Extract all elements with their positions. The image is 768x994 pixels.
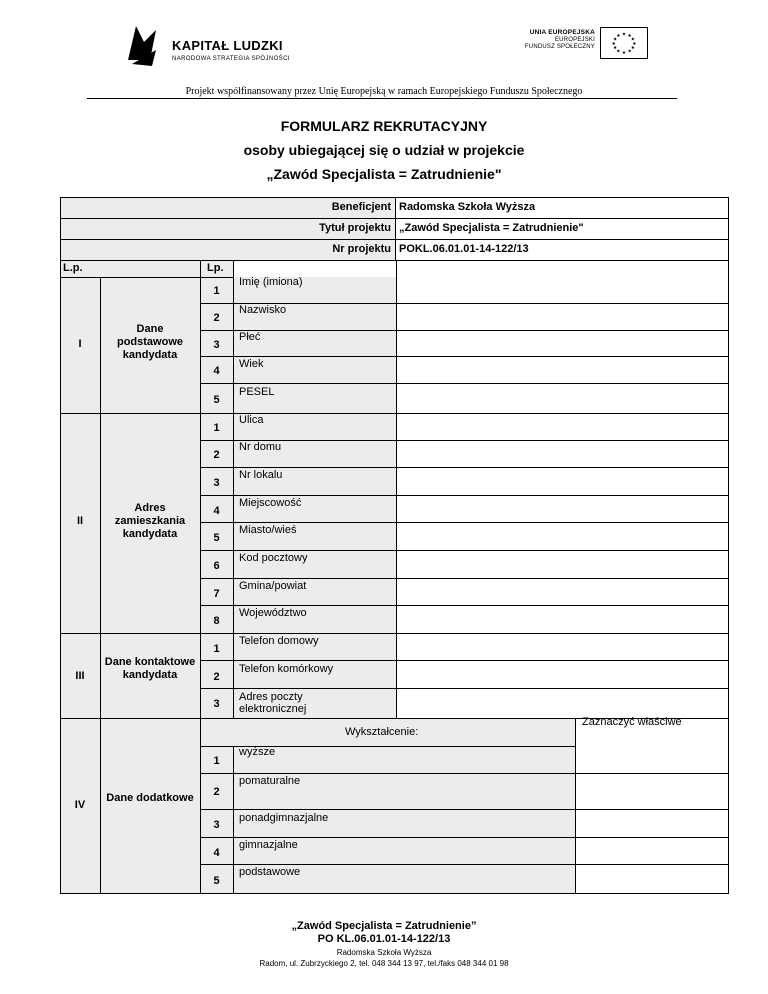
row-number: 6: [213, 560, 220, 572]
municipality-field[interactable]: [397, 579, 728, 605]
postal-code-field[interactable]: [397, 551, 728, 578]
row-label: Nr domu: [239, 441, 282, 453]
section-number: III: [75, 670, 85, 682]
beneficiary-label: Beneficjent: [331, 201, 391, 213]
row-number: 1: [213, 755, 220, 767]
col-line-number-ed: [233, 746, 234, 894]
mobile-phone-field[interactable]: [397, 661, 728, 688]
education-higher-checkbox[interactable]: [576, 746, 728, 773]
education-post-secondary-checkbox[interactable]: [576, 774, 728, 809]
svg-text:★: ★: [630, 37, 636, 43]
row-label: Województwo: [239, 607, 307, 619]
svg-text:★: ★: [632, 41, 637, 47]
row-number: 4: [213, 505, 220, 517]
row-label: Adres poczty elektronicznej: [239, 691, 307, 715]
email-field[interactable]: [397, 689, 728, 718]
row-number: 2: [213, 786, 220, 798]
project-title-value: „Zawód Specjalista = Zatrudnienie": [399, 222, 584, 234]
row-label: Nazwisko: [239, 304, 287, 316]
svg-text:★: ★: [627, 49, 632, 55]
svg-text:★: ★: [612, 46, 618, 52]
beneficiary-value: Radomska Szkoła Wyższa: [399, 201, 536, 213]
row-number: 3: [213, 339, 220, 351]
row-label: Imię (imiona): [239, 276, 303, 288]
svg-text:★: ★: [621, 32, 627, 38]
education-primary-checkbox[interactable]: [576, 865, 728, 893]
row-label: Miejscowość: [239, 497, 302, 509]
last-name-field[interactable]: [397, 304, 728, 330]
col-line-roman: [100, 277, 101, 894]
row-number: 4: [213, 847, 220, 859]
project-number-label: Nr projektu: [332, 243, 391, 255]
row-number: 5: [213, 532, 220, 544]
eu-line-2: EUROPEJSKI: [554, 37, 595, 43]
row-label: Nr lokalu: [239, 469, 283, 481]
section-number: IV: [74, 799, 86, 811]
table-border-left: [60, 197, 61, 894]
kapital-ludzki-subtitle: NARODOWA STRATEGIA SPÓJNOŚCI: [172, 56, 290, 62]
education-lower-secondary-checkbox[interactable]: [576, 838, 728, 864]
footer-institution: Radomska Szkoła Wyższa: [336, 948, 432, 957]
row-number: 3: [213, 819, 220, 831]
table-border-right: [728, 197, 729, 894]
row-label: PESEL: [239, 386, 275, 398]
row-number: 1: [213, 422, 220, 434]
gender-field[interactable]: [397, 331, 728, 356]
row-number: 2: [213, 312, 220, 324]
pesel-field[interactable]: [397, 384, 728, 413]
row-number: 7: [213, 588, 220, 600]
row-number: 3: [213, 698, 220, 710]
form-subtitle: osoby ubiegającej się o udział w projekcie: [243, 142, 525, 158]
row-label: Ulica: [239, 414, 264, 426]
row-number: 5: [213, 394, 220, 406]
row-label: gimnazjalne: [239, 839, 298, 851]
row-label: ponadgimnazjalne: [239, 812, 329, 824]
section-title: Dane dodatkowe: [106, 792, 194, 804]
row-number: 5: [213, 875, 220, 887]
row-number: 8: [213, 615, 220, 627]
svg-text:★: ★: [611, 41, 616, 47]
first-name-field[interactable]: [397, 277, 728, 303]
mark-applicable-note: Zaznaczyć właściwe: [582, 716, 682, 728]
row-number: 1: [213, 643, 220, 655]
eu-line-3: FUNDUSZ SPOŁECZNY: [524, 44, 595, 50]
apartment-number-field[interactable]: [397, 468, 728, 495]
education-heading: Wykształcenie:: [345, 726, 419, 738]
header-sep: [60, 277, 233, 278]
row-label: podstawowe: [239, 866, 301, 878]
row-number: 2: [213, 449, 220, 461]
project-title: „Zawód Specjalista = Zatrudnienie": [266, 166, 502, 182]
svg-text:★: ★: [616, 33, 621, 39]
footer-project-title: „Zawód Specjalista = Zatrudnienie”: [291, 920, 477, 932]
row-label: Miasto/wieś: [239, 524, 297, 536]
city-village-field[interactable]: [397, 523, 728, 550]
eu-line-1: UNIA EUROPEJSKA: [529, 29, 595, 36]
row-number: 2: [213, 671, 220, 683]
project-number-value: POKL.06.01.01-14-122/13: [399, 243, 529, 255]
row-label: Płeć: [239, 331, 261, 343]
education-upper-secondary-checkbox[interactable]: [576, 810, 728, 837]
row-label: Telefon domowy: [239, 635, 319, 647]
row-number: 4: [213, 365, 220, 377]
info-sep-3: [60, 260, 729, 261]
voivodeship-field[interactable]: [397, 606, 728, 633]
lp-inner-header: Lp.: [207, 262, 224, 274]
row-label: wyższe: [239, 746, 276, 758]
footer-address: Radom, ul. Zubrzyckiego 2, tel. 048 344 13 97, tel./faks 048 344 01 98: [259, 959, 509, 968]
svg-text:★: ★: [612, 37, 618, 43]
project-title-label: Tytuł projektu: [319, 222, 391, 234]
row-label: Wiek: [239, 358, 264, 370]
row-number: 1: [213, 285, 220, 297]
row-label: Kod pocztowy: [239, 552, 308, 564]
age-field[interactable]: [397, 357, 728, 383]
svg-text:★: ★: [621, 50, 627, 56]
info-value-divider: [395, 197, 396, 260]
section-title: Adres zamieszkania kandydata: [114, 502, 186, 540]
kapital-ludzki-name: KAPITAŁ LUDZKI: [172, 38, 283, 53]
col-line-number: [233, 260, 234, 718]
home-phone-field[interactable]: [397, 634, 728, 660]
section-number: II: [76, 515, 84, 527]
row-number: 3: [213, 477, 220, 489]
funding-note: Projekt współfinansowany przez Unię Europejską w ramach Europejskiego Funduszu Społecznego: [185, 86, 583, 97]
section-number: I: [78, 338, 82, 350]
row-label: Telefon komórkowy: [239, 663, 334, 675]
lp-outer-header: L.p.: [63, 262, 83, 274]
form-title: FORMULARZ REKRUTACYJNY: [280, 118, 488, 134]
row-label: Gmina/powiat: [239, 580, 307, 592]
locality-field[interactable]: [397, 496, 728, 522]
row-label: pomaturalne: [239, 775, 301, 787]
table-border-bottom: [60, 893, 729, 894]
section-title: Dane podstawowe kandydata: [116, 323, 183, 361]
house-number-field[interactable]: [397, 441, 728, 467]
street-field[interactable]: [397, 414, 728, 440]
footer-project-number: PO KL.06.01.01-14-122/13: [317, 933, 451, 945]
section-title: Dane kontaktowe kandydata: [104, 656, 196, 681]
svg-text:★: ★: [630, 46, 636, 52]
svg-text:★: ★: [627, 33, 632, 39]
svg-text:★: ★: [616, 49, 621, 55]
